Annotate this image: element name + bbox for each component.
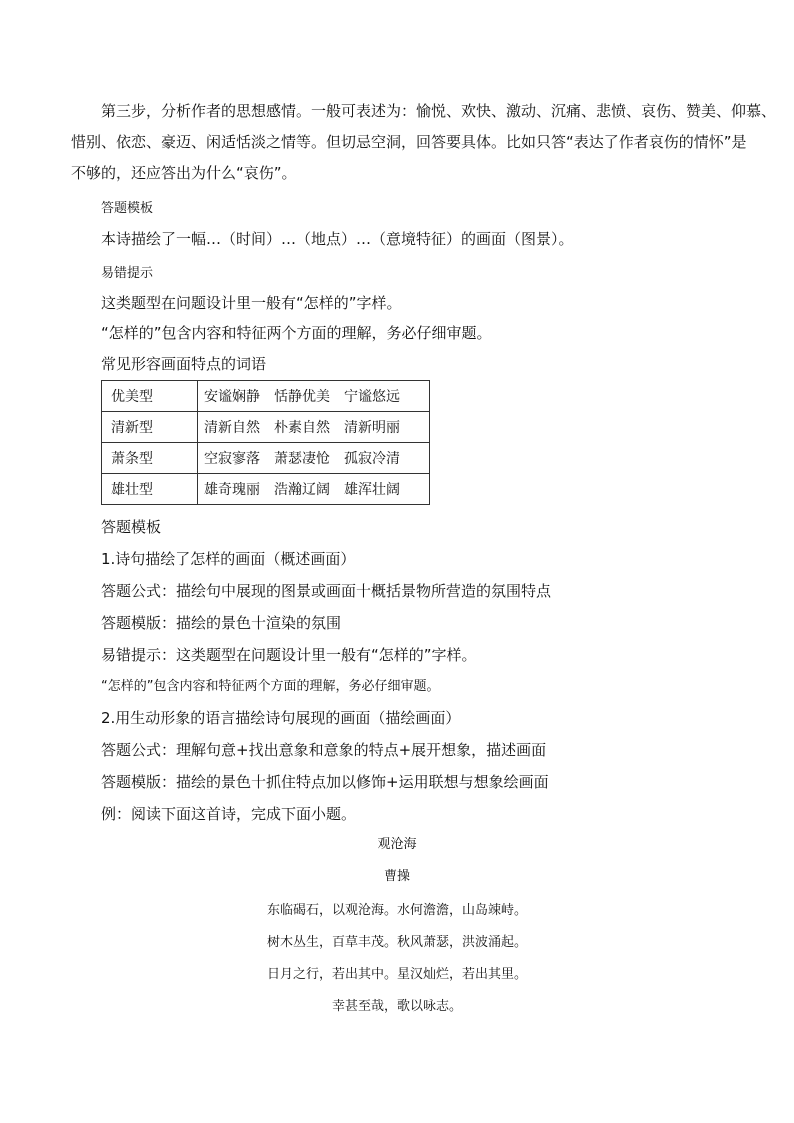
- error-tip-line-1: 这类题型在问题设计里一般有“怎样的”字样。: [101, 294, 402, 312]
- table-row: [102, 412, 430, 443]
- table-row: [102, 381, 430, 412]
- table-cell-type: 优美型: [102, 381, 198, 412]
- item1-tip-2: “怎样的”包含内容和特征两个方面的理解，务必仔细审题。: [101, 679, 440, 694]
- table-cell-type: 雄壮型: [102, 474, 198, 505]
- error-tip-line-2: “怎样的”包含内容和特征两个方面的理解，务必仔细审题。: [101, 324, 492, 342]
- error-tip-heading: 易错提示: [101, 266, 154, 281]
- table-cell-words: 空寂寥落 萧瑟凄怆 孤寂冷清: [198, 443, 430, 474]
- step3-line-2: 惜别、依恋、豪迈、闲适恬淡之情等。但切忌空洞，回答要具体。比如只答“表达了作者哀伤的情怀”是: [71, 133, 747, 151]
- answer-template-heading-2: 答题模板: [101, 518, 162, 536]
- poem-line-2: 树木丛生，百草丰茂。秋风萧瑟，洪波涌起。: [266, 935, 527, 950]
- word-table-caption: 常见形容画面特点的词语: [101, 355, 267, 373]
- table-row: [102, 443, 430, 474]
- poem-title: 观沧海: [377, 837, 417, 852]
- table-cell-words: 雄奇瑰丽 浩瀚辽阔 雄浑壮阔: [198, 474, 430, 505]
- step3-line-1: 第三步，分析作者的思想感情。一般可表述为：愉悦、欢快、激动、沉痛、悲愤、哀伤、赞美、仰慕、: [101, 102, 777, 120]
- poem-author: 曹操: [383, 869, 410, 884]
- item2-title: 2.用生动形象的语言描绘诗句展现的画面（描绘画面）: [101, 709, 461, 727]
- poem-line-4: 幸甚至哉，歌以咏志。: [331, 999, 462, 1014]
- item2-formula: 答题公式：理解句意+找出意象和意象的特点+展开想象，描述画面: [101, 741, 547, 759]
- answer-template-text: 本诗描绘了一幅…（时间）…（地点）…（意境特征）的画面（图景）。: [101, 230, 574, 248]
- item1-title: 1.诗句描绘了怎样的画面（概述画面）: [101, 550, 356, 568]
- item1-model: 答题模版：描绘的景色十渲染的氛围: [101, 614, 342, 632]
- step3-line-3: 不够的，还应答出为什么“哀伤”。: [71, 164, 297, 182]
- poem-line-3: 日月之行，若出其中。星汉灿烂，若出其里。: [266, 967, 527, 982]
- table-cell-type: 清新型: [102, 412, 198, 443]
- answer-template-heading: 答题模板: [101, 201, 154, 216]
- table-cell-words: 安谧娴静 恬静优美 宁谧悠远: [198, 381, 430, 412]
- table-cell-type: 萧条型: [102, 443, 198, 474]
- item2-model: 答题模版：描绘的景色十抓住特点加以修饰+运用联想与想象绘画面: [101, 773, 549, 791]
- example-instruction: 例：阅读下面这首诗，完成下面小题。: [101, 805, 357, 823]
- word-table: [101, 380, 430, 505]
- item1-tip: 易错提示：这类题型在问题设计里一般有“怎样的”字样。: [101, 646, 477, 664]
- item1-formula: 答题公式：描绘句中展现的图景或画面十概括景物所营造的氛围特点: [101, 582, 552, 600]
- table-cell-words: 清新自然 朴素自然 清新明丽: [198, 412, 430, 443]
- poem-line-1: 东临碣石，以观沧海。水何澹澹，山岛竦峙。: [266, 903, 527, 918]
- table-row: [102, 474, 430, 505]
